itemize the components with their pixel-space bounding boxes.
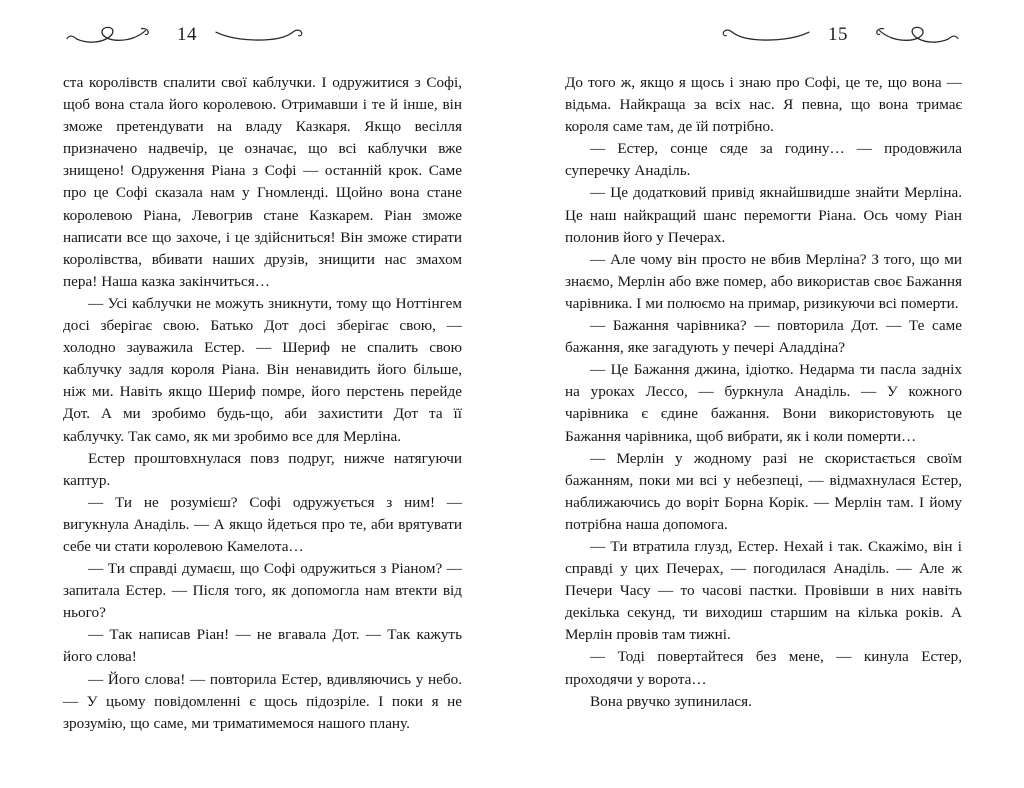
- page-right-text-column: [565, 72, 962, 713]
- paragraph: Вона рвучко зупинилася.: [590, 692, 752, 710]
- flourish-swash-right-icon: [864, 21, 960, 52]
- paragraph: — Так написав Ріан! — не вгавала Дот. — Так кажуть його слова!: [63, 626, 462, 666]
- paragraph: — Тоді повертайтеся без мене, — кинула Естер, проходячи у ворота…: [565, 648, 962, 688]
- paragraph: До того ж, якщо я щось і знаю про Софі, це те, що вона — відьма. Найкраща за всіх нас. Я певна, що вона тримає короля саме там, де їй потрібно.: [565, 74, 962, 136]
- paragraph: Естер проштовхнулася повз подруг, нижче натягуючи каптур.: [63, 449, 462, 489]
- page-right: [512, 0, 1024, 788]
- running-head-left: [63, 0, 462, 72]
- flourish-rule-right-icon: [213, 21, 309, 52]
- paragraph: — Його слова! — повторила Естер, вдивляючись у небо. — У цьому повідомленні є щось підозріле. І поки я не зрозумію, що саме, ми триматимемося нашого плану.: [63, 670, 462, 732]
- paragraph: — Ти втратила глузд, Естер. Нехай і так. Скажімо, він і справді у цих Печерах, — погодилася Анаділь. — Але ж Печери Часу — то часові пастки. Провівши в них навіть декілька секунд, ти виходиш старшим на кілька років. А Мерлін провів там тижні.: [565, 537, 962, 644]
- paragraph: — Це Бажання джина, ідіотко. Недарма ти пасла задніх на уроках Лессо, — буркнула Анаділь. — У кожного чарівника є єдине бажання. Вони використовують це Бажання чарівника, щоб вибрати, як і коли померти…: [565, 361, 962, 445]
- flourish-swash-left-icon: [65, 21, 161, 52]
- paragraph: — Усі каблучки не можуть зникнути, тому що Ноттінгем досі зберігає свою. Батько Дот досі зберігає свою, — холодно зауважила Естер. — Шериф не спалить свою каблучку задля короля Ріана. Він ненавидить його більше, ніж ми. Навіть якщо Шериф помре, його перстень перейде Дот. А ми зробимо будь-що, аби захистити Дот та її каблучку. Так само, як ми зробимо все для Мерліна.: [63, 294, 462, 445]
- running-head-right: [565, 0, 962, 72]
- paragraph: — Ти справді думаєш, що Софі одружиться з Ріаном? — запитала Естер. — Після того, як допомогла нам втекти від нього?: [63, 560, 462, 622]
- page-number-left: 14: [177, 23, 197, 45]
- paragraph: — Бажання чарівника? — повторила Дот. — Те саме бажання, яке загадують у печері Аладдіна?: [565, 317, 962, 357]
- flourish-rule-left-icon: [716, 21, 812, 52]
- page-left-text-column: [63, 72, 462, 735]
- paragraph: — Але чому він просто не вбив Мерліна? З того, що ми знаємо, Мерлін або вже помер, або використав своє Бажання чарівника. І ми полюємо на примар, ризикуючи всі померти.: [565, 250, 962, 312]
- paragraph: — Це додатковий привід якнайшвидше знайти Мерліна. Це наш найкращий шанс перемогти Ріана. Ось чому Ріан полонив його у Печерах.: [565, 184, 962, 246]
- paragraph: — Естер, сонце сяде за годину… — продовжила суперечку Анаділь.: [565, 140, 962, 180]
- page-number-right: 15: [828, 23, 848, 45]
- paragraph: — Мерлін у жодному разі не скористається своїм бажанням, поки ми всі у небезпеці, — відмахнулася Естер, наближаючись до воріт Борна Корік. — Мерлін там. І йому потрібна наша допомога.: [565, 449, 962, 533]
- paragraph: — Ти не розумієш? Софі одружується з ним! — вигукнула Анаділь. — А якщо йдеться про те, аби врятувати себе чи стати королевою Камелота…: [63, 493, 462, 555]
- paragraph: ста королівств спалити свої каблучки. І одружитися з Софі, щоб вона стала його королевою. Отримавши і те й інше, він зможе претендувати на владу Казкаря. Якщо весілля призначено надвечір, це означає, що всі каблучки вже знищено! Одруження Ріана з Софі — останній крок. Саме про це Софі сказала нам у Гномленді. Щойно вона стане королевою Ріана, Левогрив стане Казкарем. Ріан зможе написати все що захоче, і це здійсниться! Він зможе стирати королівства, вбивати наших друзів, знищити нас змахом пера! Наша казка закінчиться…: [63, 74, 462, 290]
